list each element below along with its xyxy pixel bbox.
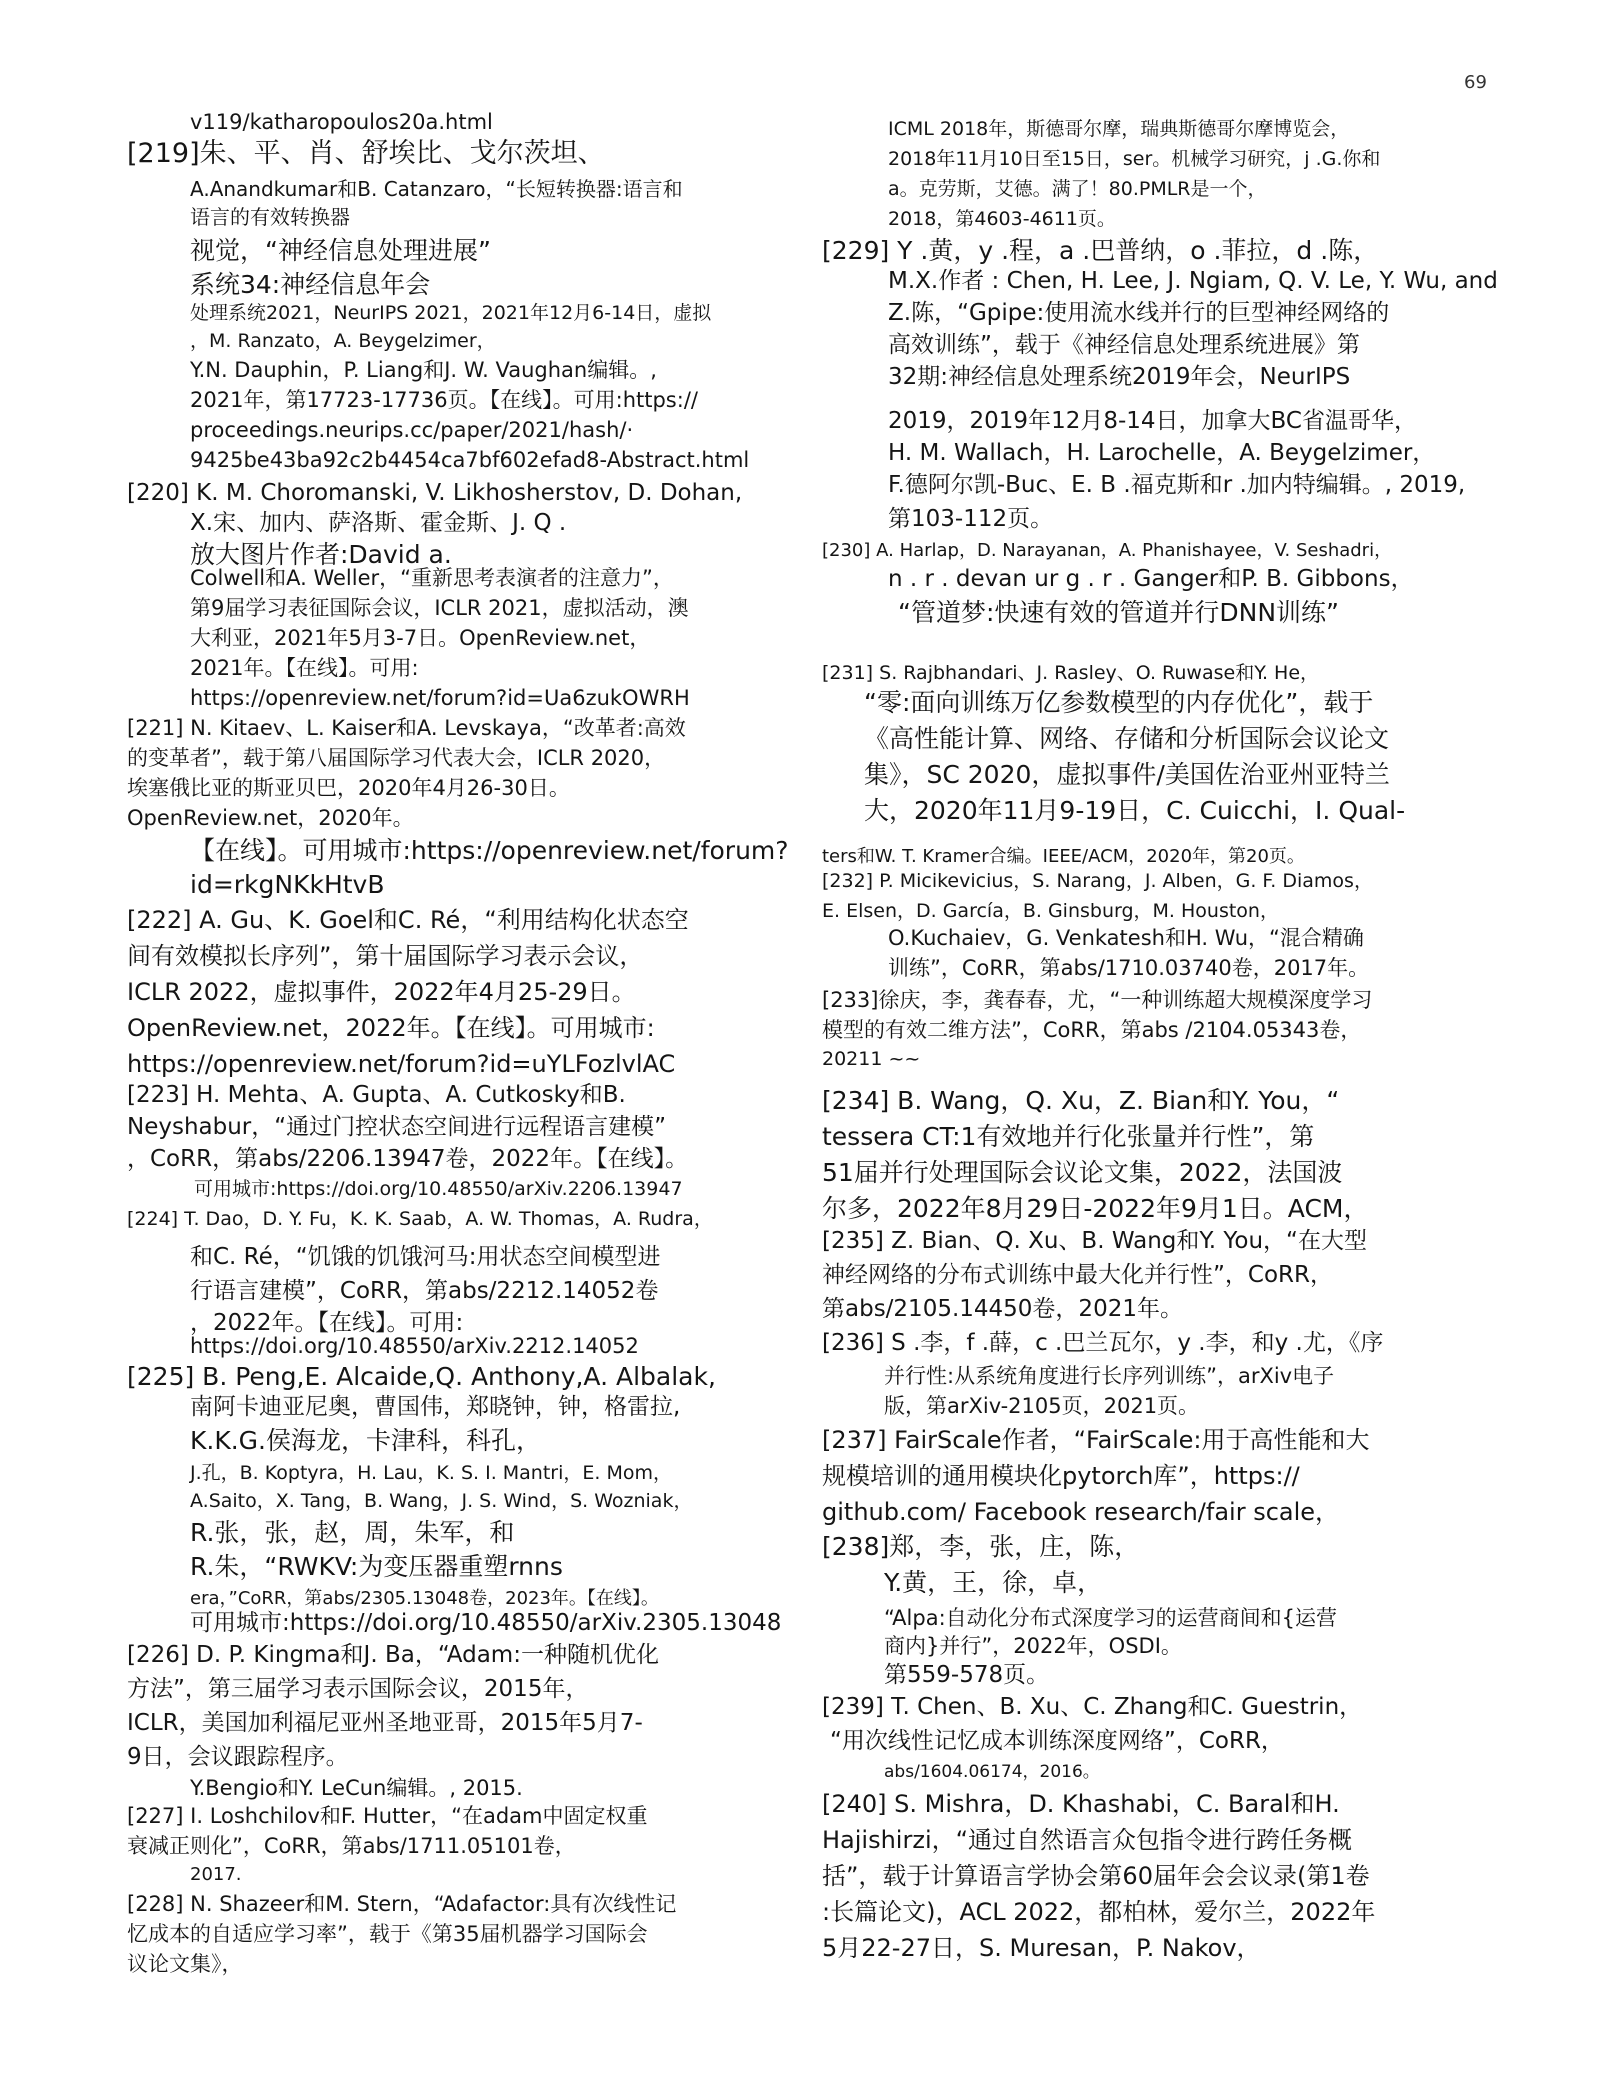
reference-line: 版，第arXiv-2105页，2021页。: [884, 1394, 1200, 1418]
reference-line: 系统34:神经信息年会: [190, 270, 431, 299]
reference-line: 神经网络的分布式训练中最大化并行性”，CoRR，: [822, 1262, 1334, 1288]
reference-line: F.德阿尔凯-Buc、E. B .福克斯和r .加内特编辑。, 2019,: [888, 472, 1466, 498]
reference-line: 大利亚，2021年5月3-7日。OpenReview.net，: [190, 626, 651, 650]
reference-line: “管道梦:快速有效的管道并行DNN训练”: [898, 598, 1339, 627]
reference-line: 的变革者”，载于第八届国际学习代表大会，ICLR 2020，: [127, 746, 666, 770]
reference-line: 括”，载于计算语言学协会第60届年会会议录(第1卷: [822, 1862, 1370, 1890]
reference-line: [227] I. Loshchilov和F. Hutter，“在adam中固定权重: [127, 1804, 648, 1828]
reference-line: 第9届学习表征国际会议，ICLR 2021，虚拟活动，澳: [190, 596, 689, 620]
reference-line: K.K.G.侯海龙，卡津科，科孔，: [190, 1426, 542, 1455]
reference-line: [234] B. Wang，Q. Xu，Z. Bian和Y. You，“: [822, 1086, 1340, 1115]
reference-line: 5月22-27日，S. Muresan，P. Nakov，: [822, 1934, 1261, 1962]
reference-line: 2017.: [190, 1864, 242, 1885]
reference-line: 2021年，第17723-17736页。【在线】。可用:https://: [190, 388, 698, 412]
reference-line: A.Saito，X. Tang，B. Wang，J. S. Wind，S. Wozniak，: [190, 1490, 693, 1512]
reference-line: [228] N. Shazeer和M. Stern，“Adafactor:具有次线性记: [127, 1892, 677, 1916]
reference-line: [221] N. Kitaev、L. Kaiser和A. Levskaya，“改革者:高效: [127, 716, 686, 740]
reference-line: [232] P. Micikevicius，S. Narang，J. Alben，G. F. Diamos，: [822, 870, 1373, 892]
reference-line: H. M. Wallach，H. Larochelle，A. Beygelzimer，: [888, 440, 1436, 466]
reference-line: tessera CT:1有效地并行化张量并行性”，第: [822, 1122, 1315, 1151]
reference-line: 可用城市:https://doi.org/10.48550/arXiv.2305.13048: [190, 1610, 782, 1636]
reference-line: 【在线】。可用城市:https://openreview.net/forum?: [190, 836, 789, 865]
reference-line: 并行性:从系统角度进行长序列训练”，arXiv电子: [884, 1364, 1335, 1388]
reference-line: 大，2020年11月9-19日，C. Cuicchi，I. Qual-: [864, 796, 1406, 825]
reference-line: 高效训练”，载于《神经信息处理系统进展》第: [888, 332, 1360, 358]
reference-line: 《高性能计算、网络、存储和分析国际会议论文: [864, 724, 1390, 753]
reference-line: O.Kuchaiev，G. Venkatesh和H. Wu，“混合精确: [888, 926, 1364, 950]
reference-line: Y.黄，王，徐，卓，: [884, 1568, 1103, 1597]
reference-line: Y.Bengio和Y. LeCun编辑。, 2015.: [190, 1776, 523, 1800]
reference-line: era，”CoRR，第abs/2305.13048卷，2023年。【在线】。: [190, 1588, 659, 1609]
reference-line: E. Elsen，D. García，B. Ginsburg，M. Houston，: [822, 900, 1279, 922]
reference-line: Colwell和A. Weller，“重新思考表演者的注意力”，: [190, 566, 674, 590]
reference-line: ICLR 2022，虚拟事件，2022年4月25-29日。: [127, 978, 636, 1006]
reference-line: 51届并行处理国际会议论文集，2022，法国波: [822, 1158, 1343, 1187]
reference-line: [220] K. M. Choromanski, V. Likhosherstov, D. Dohan,: [127, 480, 743, 506]
reference-line: [240] S. Mishra，D. Khashabi，C. Baral和H.: [822, 1790, 1340, 1818]
reference-line: 2018，第4603-4611页。: [888, 208, 1116, 230]
reference-line: [223] H. Mehta、A. Gupta、A. Cutkosky和B.: [127, 1082, 626, 1108]
reference-line: abs/1604.06174，2016。: [884, 1762, 1100, 1782]
reference-line: [235] Z. Bian、Q. Xu、B. Wang和Y. You，“在大型: [822, 1228, 1367, 1254]
reference-line: ，2022年。【在线】。可用:: [190, 1310, 464, 1336]
reference-line: Z.陈，“Gpipe:使用流水线并行的巨型神经网络的: [888, 300, 1390, 326]
reference-line: ters和W. T. Kramer合编。IEEE/ACM，2020年，第20页。: [822, 846, 1305, 867]
reference-line: 训练”，CoRR，第abs/1710.03740卷，2017年。: [888, 956, 1370, 980]
reference-line: 第103-112页。: [888, 506, 1054, 532]
reference-line: github.com/ Facebook research/fair scale，: [822, 1498, 1340, 1526]
reference-line: 尔多，2022年8月29日-2022年9月1日。ACM，: [822, 1194, 1369, 1223]
reference-line: X.宋、加内、萨洛斯、霍金斯、J. Q .: [190, 510, 567, 536]
reference-line: 埃塞俄比亚的斯亚贝巴，2020年4月26-30日。: [127, 776, 570, 800]
reference-line: ICLR，美国加利福尼亚州圣地亚哥，2015年5月7-: [127, 1710, 643, 1736]
reference-line: 商内}并行”，2022年，OSDI。: [884, 1634, 1182, 1658]
reference-line: 模型的有效二维方法”，CoRR，第abs /2104.05343卷，: [822, 1018, 1362, 1042]
reference-line: 放大图片作者:David a.: [190, 540, 452, 569]
reference-line: “零:面向训练万亿参数模型的内存优化”，载于: [864, 688, 1374, 717]
reference-line: 2019，2019年12月8-14日，加拿大BC省温哥华，: [888, 408, 1417, 434]
reference-line: “Alpa:自动化分布式深度学习的运营商间和{运营: [884, 1606, 1338, 1630]
page-number: 69: [1464, 72, 1487, 93]
reference-line: M.X.作者 : Chen, H. Lee, J. Ngiam, Q. V. Le, Y. Wu, and: [888, 268, 1498, 294]
reference-line: [231] S. Rajbhandari、J. Rasley、O. Ruwase和Y. He，: [822, 662, 1320, 684]
reference-line: [226] D. P. Kingma和J. Ba，“Adam:一种随机优化: [127, 1642, 659, 1668]
reference-line: 忆成本的自适应学习率”，载于《第35届机器学习国际会: [127, 1922, 648, 1946]
reference-line: ICML 2018年，斯德哥尔摩，瑞典斯德哥尔摩博览会，: [888, 118, 1350, 140]
reference-line: 语言的有效转换器: [190, 205, 350, 229]
reference-line: 南阿卡迪亚尼奥，曹国伟，郑晓钟，钟，格雷拉,: [190, 1394, 681, 1420]
reference-line: Neyshabur，“通过门控状态空间进行远程语言建模”: [127, 1114, 667, 1140]
reference-line: [236] S .李，f .薛，c .巴兰瓦尔，y .李，和y .尤，《序: [822, 1330, 1384, 1356]
reference-line: 集》，SC 2020，虚拟事件/美国佐治亚州亚特兰: [864, 760, 1390, 789]
reference-line: 规模培训的通用模块化pytorch库”，https://: [822, 1462, 1300, 1490]
reference-line: ，CoRR，第abs/2206.13947卷，2022年。【在线】。: [127, 1146, 689, 1172]
reference-line: 2021年。【在线】。可用:: [190, 656, 419, 680]
reference-line: 方法”，第三届学习表示国际会议，2015年，: [127, 1676, 589, 1702]
reference-line: [222] A. Gu、K. Goel和C. Ré，“利用结构化状态空: [127, 906, 689, 934]
reference-line: https://openreview.net/forum?id=Ua6zukOWRH: [190, 686, 690, 710]
reference-line: R.朱，“RWKV:为变压器重塑rnns: [190, 1552, 563, 1581]
reference-line: 间有效模拟长序列”，第十届国际学习表示会议，: [127, 942, 644, 970]
reference-line: A.Anandkumar和B. Catanzaro，“长短转换器:语言和: [190, 177, 683, 201]
reference-line: 9425be43ba92c2b4454ca7bf602efad8-Abstract.html: [190, 448, 750, 472]
reference-line: R.张，张，赵，周，朱军，和: [190, 1518, 515, 1547]
reference-line: 处理系统2021，NeurIPS 2021，2021年12月6-14日，虚拟: [190, 302, 712, 324]
reference-line: [238]郑，李，张，庄，陈，: [822, 1532, 1140, 1561]
reference-line: OpenReview.net，2020年。: [127, 806, 414, 830]
reference-line: 32期:神经信息处理系统2019年会，NeurIPS: [888, 364, 1351, 390]
reference-line: 衰减正则化”，CoRR，第abs/1711.05101卷，: [127, 1834, 576, 1858]
reference-line: [219]朱、平、肖、舒埃比、戈尔茨坦、: [127, 138, 605, 169]
reference-line: 行语言建模”，CoRR，第abs/2212.14052卷: [190, 1278, 659, 1304]
reference-line: a。克劳斯，艾德。满了！80.PMLR是一个，: [888, 178, 1267, 200]
reference-line: 议论文集》，: [127, 1952, 243, 1976]
reference-line: 2018年11月10日至15日，ser。机械学习研究，j .G.你和: [888, 148, 1381, 170]
reference-line: [239] T. Chen、B. Xu、C. Zhang和C. Guestrin，: [822, 1694, 1363, 1720]
reference-line: https://doi.org/10.48550/arXiv.2212.14052: [190, 1334, 639, 1358]
reference-line: id=rkgNKkHtvB: [190, 870, 385, 899]
reference-line: Hajishirzi，“通过自然语言众包指令进行跨任务概: [822, 1826, 1353, 1854]
reference-line: [230] A. Harlap，D. Narayanan，A. Phanishayee，V. Seshadri，: [822, 540, 1393, 561]
reference-line: v119/katharopoulos20a.html: [190, 110, 493, 134]
reference-line: OpenReview.net，2022年。【在线】。可用城市:: [127, 1014, 655, 1042]
reference-line: 第abs/2105.14450卷，2021年。: [822, 1296, 1183, 1322]
reference-line: 第559-578页。: [884, 1662, 1050, 1688]
reference-line: [224] T. Dao，D. Y. Fu，K. K. Saab，A. W. Thomas，A. Rudra，: [127, 1208, 713, 1230]
reference-line: n . r . devan ur g . r . Ganger和P. B. Gibbons，: [888, 566, 1414, 592]
reference-line: Y.N. Dauphin，P. Liang和J. W. Vaughan编辑。,: [190, 358, 657, 382]
reference-line: proceedings.neurips.cc/paper/2021/hash/·: [190, 418, 634, 442]
reference-line: 可用城市:https://doi.org/10.48550/arXiv.2206.13947: [194, 1178, 683, 1200]
reference-line: 9日，会议跟踪程序。: [127, 1744, 349, 1770]
reference-line: [225] B. Peng,E. Alcaide,Q. Anthony,A. Albalak,: [127, 1362, 716, 1391]
reference-line: 和C. Ré，“饥饿的饥饿河马:用状态空间模型进: [190, 1244, 661, 1270]
reference-line: [233]徐庆，李，龚春春，尤，“一种训练超大规模深度学习: [822, 988, 1373, 1012]
reference-line: https://openreview.net/forum?id=uYLFozlvlAC: [127, 1050, 676, 1078]
reference-line: 20211 ~~: [822, 1048, 921, 1070]
reference-line: [229] Y .黄，y .程，a .巴普纳，o .菲拉，d .陈，: [822, 236, 1379, 265]
reference-line: :长篇论文)，ACL 2022，都柏林，爱尔兰，2022年: [822, 1898, 1376, 1926]
reference-line: 视觉，“神经信息处理进展”: [190, 236, 491, 265]
reference-line: [237] FairScale作者，“FairScale:用于高性能和大: [822, 1426, 1370, 1454]
reference-line: “用次线性记忆成本训练深度网络”，CoRR，: [830, 1728, 1284, 1754]
reference-line: J.孔，B. Koptyra，H. Lau，K. S. I. Mantri，E. Mom，: [190, 1462, 672, 1484]
reference-line: ，M. Ranzato，A. Beygelzimer，: [190, 330, 496, 352]
